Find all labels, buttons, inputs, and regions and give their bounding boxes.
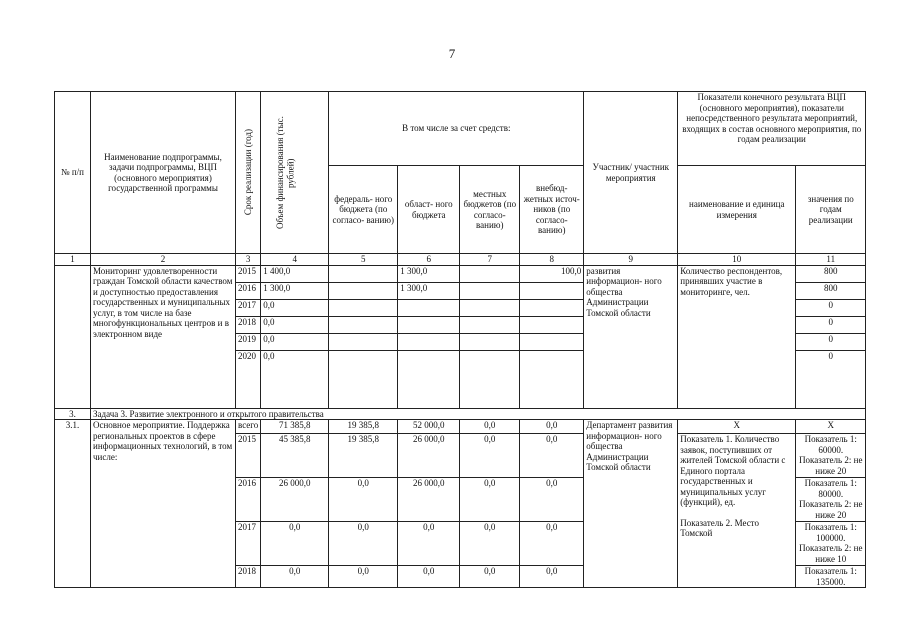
federal-cell: 19 385,8 [329, 434, 398, 478]
local-cell: 0,0 [460, 522, 520, 566]
indicator-total: X [678, 420, 796, 434]
col-number: 11 [796, 254, 866, 266]
value-cell: 0 [796, 299, 866, 316]
header-results: Показатели конечного результата ВЦП (основного мероприятия), показатели непосредственного результата мероприятий, входящих в состав основного мероприятия, по годам реализации [678, 92, 866, 166]
value-cell: Показатель 1: 135000. [796, 566, 866, 588]
local-cell: 0,0 [460, 478, 520, 522]
indicator-cell: Количество респондентов, принявших участие в мониторинге, чел. [678, 265, 796, 408]
volume-cell: 71 385,8 [261, 420, 329, 434]
indicator-cell [678, 434, 796, 588]
col-number: 3 [236, 254, 261, 266]
year-cell: 2020 [236, 350, 261, 408]
local-cell: 0,0 [460, 566, 520, 588]
participant-cell: Департамент развития информацион- ного общества Администрации Томской области [584, 420, 678, 588]
federal-cell: 19 385,8 [329, 420, 398, 434]
task-row [55, 408, 866, 420]
header-regional: област- ного бюджета [398, 166, 460, 254]
volume-cell: 0,0 [261, 299, 329, 316]
extra-cell: 100,0 [520, 265, 584, 282]
financing-table [54, 91, 866, 588]
federal-cell: 0,0 [329, 478, 398, 522]
header-indicator-values: значения по годам реализации [796, 166, 866, 254]
measure-name: Основное мероприятие. Поддержка региональных проектов в сфере информационных технологий, в том числе: [91, 420, 236, 588]
regional-cell: 1 300,0 [398, 265, 460, 282]
col-number: 7 [460, 254, 520, 266]
table-row [55, 265, 866, 282]
regional-cell: 52 000,0 [398, 420, 460, 434]
year-cell: 2016 [236, 282, 261, 299]
header-volume: Объем финансирования (тыс. рублей) [274, 116, 296, 229]
regional-cell: 1 300,0 [398, 282, 460, 299]
volume-cell: 0,0 [261, 522, 329, 566]
table-row [55, 420, 866, 434]
volume-cell: 45 385,8 [261, 434, 329, 478]
col-number: 5 [329, 254, 398, 266]
extra-cell: 0,0 [520, 566, 584, 588]
year-cell: 2015 [236, 434, 261, 478]
value-cell: 800 [796, 265, 866, 282]
col-number: 1 [55, 254, 91, 266]
local-cell: 0,0 [460, 434, 520, 478]
header-no: № п/п [55, 92, 91, 254]
value-cell: 800 [796, 282, 866, 299]
page-number: 7 [448, 46, 456, 61]
value-cell: 0 [796, 333, 866, 350]
extra-cell: 0,0 [520, 434, 584, 478]
col-number: 10 [678, 254, 796, 266]
federal-cell: 0,0 [329, 522, 398, 566]
header-participant: Участник/ участник мероприятия [584, 92, 678, 254]
header-local: местных бюджетов (по согласо- ванию) [460, 166, 520, 254]
year-cell: 2015 [236, 265, 261, 282]
volume-cell: 0,0 [261, 333, 329, 350]
item-number: 3.1. [55, 420, 91, 588]
value-cell: Показатель 1: 80000. Показатель 2: не ниже 20 [796, 478, 866, 522]
measure-name: Мониторинг удовлетворенности граждан Томской области качеством и доступностью предоставления государственных и муниципальных услуг, в том числе на базе многофункциональных центров и в электронном виде [91, 265, 236, 408]
extra-cell: 0,0 [520, 478, 584, 522]
regional-cell: 26 000,0 [398, 478, 460, 522]
indicator-1: Показатель 1. Количество заявок, поступивших от жителей Томской области с Единого портала государственных и муниципальных услуг (функций), ед. [680, 434, 786, 507]
value-cell: Показатель 1: 60000. Показатель 2: не ниже 20 [796, 434, 866, 478]
regional-cell: 0,0 [398, 566, 460, 588]
volume-cell: 0,0 [261, 316, 329, 333]
year-cell: 2018 [236, 316, 261, 333]
value-cell: 0 [796, 350, 866, 408]
year-cell: 2018 [236, 566, 261, 588]
value-total: X [796, 420, 866, 434]
volume-cell: 0,0 [261, 566, 329, 588]
participant-cell: развития информацион- ного общества Администрации Томской области [584, 265, 678, 408]
header-indicator-name: наименование и единица измерения [678, 166, 796, 254]
indicator-2: Показатель 2. Место Томской [680, 517, 759, 538]
extra-cell: 0,0 [520, 522, 584, 566]
federal-cell: 0,0 [329, 566, 398, 588]
year-cell: 2019 [236, 333, 261, 350]
task-title: Задача 3. Развитие электронного и открытого правительства [91, 408, 866, 420]
year-cell: 2017 [236, 299, 261, 316]
value-cell: 0 [796, 316, 866, 333]
regional-cell: 0,0 [398, 522, 460, 566]
col-number: 6 [398, 254, 460, 266]
volume-cell: 0,0 [261, 350, 329, 408]
col-number: 8 [520, 254, 584, 266]
column-numbers-row [55, 254, 866, 266]
year-cell: 2017 [236, 522, 261, 566]
volume-cell: 1 300,0 [261, 282, 329, 299]
header-extra: внебюд- жетных источ- ников (по согласо- ванию) [520, 166, 584, 254]
volume-cell: 1 400,0 [261, 265, 329, 282]
volume-cell: 26 000,0 [261, 478, 329, 522]
header-including: В том числе за счет средств: [329, 92, 584, 166]
year-cell: всего [236, 420, 261, 434]
extra-cell: 0,0 [520, 420, 584, 434]
col-number: 2 [91, 254, 236, 266]
value-cell: Показатель 1: 100000. Показатель 2: не ниже 10 [796, 522, 866, 566]
header-name: Наименование подпрограммы, задачи подпрограммы, ВЦП (основного мероприятия) государственной программы [91, 92, 236, 254]
regional-cell: 26 000,0 [398, 434, 460, 478]
header-federal: федераль- ного бюджета (по согласо- ванию) [329, 166, 398, 254]
col-number: 9 [584, 254, 678, 266]
task-number: 3. [55, 408, 91, 420]
col-number: 4 [261, 254, 329, 266]
year-cell: 2016 [236, 478, 261, 522]
header-term: Срок реализации (год) [242, 129, 253, 216]
local-cell: 0,0 [460, 420, 520, 434]
